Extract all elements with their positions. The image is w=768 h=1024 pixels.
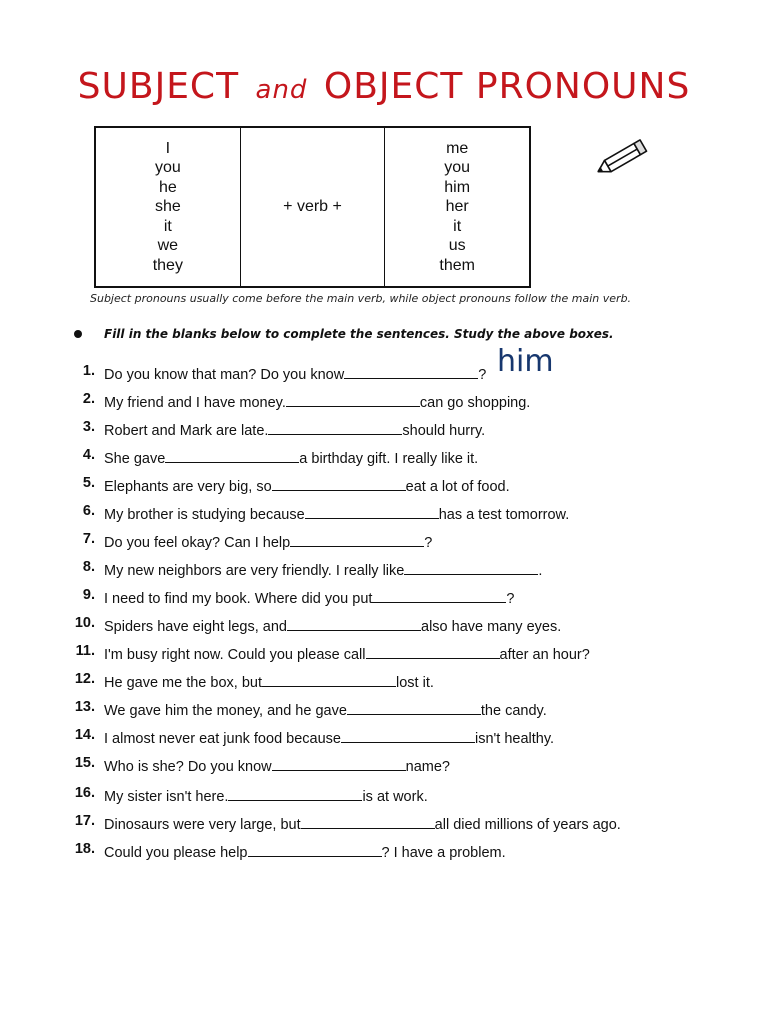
sentence-end: all died millions of years ago.: [434, 817, 621, 833]
exercise-item: [66, 475, 706, 499]
subject-pronoun: they: [152, 256, 183, 274]
sentence-start: I need to find my book. Where did you put: [104, 591, 373, 607]
sentence-start: He gave me the box, but: [104, 675, 262, 691]
pronoun-table: [94, 126, 531, 288]
sentence-end: ?: [478, 367, 487, 383]
object-pronoun: him: [444, 178, 471, 196]
object-pronoun: us: [448, 237, 466, 255]
instructions: Fill in the blanks below to complete the sentences. Study the above boxes.: [104, 327, 614, 341]
worksheet-title: [0, 66, 768, 107]
sentence-start: My friend and I have money.: [104, 395, 286, 411]
item-sentence: [104, 363, 486, 383]
verb-label: + verb +: [283, 198, 342, 216]
subject-pronouns-column: [96, 128, 240, 286]
answer-blank[interactable]: [272, 755, 406, 771]
subject-pronoun: we: [157, 237, 179, 255]
title-object-pronouns: OBJECT PRONOUNS: [323, 66, 691, 107]
answer-blank[interactable]: [287, 615, 421, 631]
exercise-item: [66, 587, 706, 611]
sentence-end: has a test tomorrow.: [438, 507, 570, 523]
sentence-start: Dinosaurs were very large, but: [104, 817, 301, 833]
item-number: 8.: [82, 559, 95, 575]
item-number: 2.: [82, 391, 95, 407]
sentence-start: Could you please help: [104, 845, 248, 861]
item-number: 17.: [74, 813, 95, 829]
subject-pronoun: it: [163, 217, 172, 235]
title-and: and: [255, 75, 308, 105]
sentence-start: Elephants are very big, so: [104, 479, 272, 495]
answer-blank[interactable]: [165, 447, 299, 463]
sentence-end: ? I have a problem.: [381, 845, 506, 861]
pencil-icon: [592, 136, 650, 182]
sentence-start: My sister isn't here.: [104, 789, 229, 805]
answer-blank[interactable]: [286, 391, 420, 407]
item-number: 14.: [74, 727, 95, 743]
sentence-end: name?: [405, 759, 450, 775]
item-number: 3.: [82, 419, 95, 435]
answer-blank[interactable]: [272, 475, 406, 491]
object-pronoun: her: [445, 198, 469, 216]
item-number: 9.: [82, 587, 95, 603]
sentence-start: Spiders have eight legs, and: [104, 619, 287, 635]
answer-blank[interactable]: [262, 671, 396, 687]
item-number: 4.: [82, 447, 95, 463]
sentence-end: ?: [424, 535, 433, 551]
answer-blank[interactable]: [366, 643, 500, 659]
subject-pronoun: I: [165, 139, 171, 157]
item-sentence: [104, 615, 561, 635]
object-pronoun: me: [446, 139, 469, 157]
sentence-end: ?: [506, 591, 515, 607]
exercise-item: [66, 419, 706, 443]
item-number: 11.: [75, 643, 95, 659]
exercise-item: [66, 813, 706, 837]
exercise-item: [66, 363, 706, 387]
answer-blank[interactable]: [268, 419, 402, 435]
object-pronoun: you: [444, 159, 471, 177]
object-pronoun: it: [453, 217, 462, 235]
bullet-icon: [74, 330, 82, 338]
answer-blank[interactable]: [290, 531, 424, 547]
item-sentence: [104, 475, 510, 495]
subject-pronoun: she: [154, 198, 181, 216]
answer-blank[interactable]: [305, 503, 439, 519]
answer-blank[interactable]: [344, 363, 478, 379]
item-sentence: [104, 727, 554, 747]
sentence-end: eat a lot of food.: [405, 479, 510, 495]
object-pronoun: them: [439, 256, 475, 274]
sentence-end: is at work.: [362, 789, 428, 805]
item-number: 13.: [74, 699, 95, 715]
exercise-item: [66, 391, 706, 415]
sentence-end: lost it.: [396, 675, 434, 691]
item-sentence: [104, 419, 485, 439]
item-sentence: [104, 559, 542, 579]
answer-blank[interactable]: [372, 587, 506, 603]
sentence-start: Robert and Mark are late.: [104, 423, 269, 439]
item-sentence: [104, 813, 621, 833]
item-sentence: [104, 643, 590, 663]
item-sentence: [104, 671, 434, 691]
item-number: 7.: [82, 531, 95, 547]
item-sentence: [104, 531, 432, 551]
sentence-start: We gave him the money, and he gave: [104, 703, 347, 719]
exercise-item: [66, 785, 706, 809]
object-pronouns-column: [384, 128, 529, 286]
sentence-start: I almost never eat junk food because: [104, 731, 341, 747]
sentence-start: Do you feel okay? Can I help: [104, 535, 291, 551]
sentence-start: Do you know that man? Do you know: [104, 367, 345, 383]
exercise-item: [66, 643, 706, 667]
exercise-item: [66, 699, 706, 723]
verb-column: [240, 128, 385, 286]
exercise-item: [66, 559, 706, 583]
sentence-start: I'm busy right now. Could you please call: [104, 647, 366, 663]
sentence-end: the candy.: [480, 703, 547, 719]
sentence-start: My new neighbors are very friendly. I really like: [104, 563, 405, 579]
exercise-item: [66, 755, 706, 779]
item-sentence: [104, 503, 569, 523]
exercise-item: [66, 727, 706, 751]
answer-blank[interactable]: [404, 559, 538, 575]
subject-pronoun: you: [154, 159, 181, 177]
item-sentence: [104, 447, 478, 467]
item-number: 10.: [74, 615, 95, 631]
exercise-item: [66, 503, 706, 527]
answer-blank[interactable]: [248, 841, 382, 857]
sentence-end: isn't healthy.: [474, 731, 555, 747]
handwritten-answer: him: [497, 344, 554, 379]
title-subject: SUBJECT: [77, 66, 240, 107]
sentence-end: can go shopping.: [419, 395, 531, 411]
answer-blank[interactable]: [347, 699, 481, 715]
answer-blank[interactable]: [228, 785, 362, 801]
sentence-start: My brother is studying because: [104, 507, 305, 523]
item-sentence: [104, 785, 428, 805]
item-sentence: [104, 699, 547, 719]
item-number: 16.: [74, 785, 95, 801]
sentence-end: .: [538, 563, 543, 579]
item-sentence: [104, 755, 450, 775]
item-number: 6.: [82, 503, 95, 519]
sentence-start: Who is she? Do you know: [104, 759, 272, 775]
item-number: 12.: [74, 671, 95, 687]
exercise-item: [66, 615, 706, 639]
item-sentence: [104, 391, 530, 411]
exercise-item: [66, 531, 706, 555]
item-number: 18.: [74, 841, 95, 857]
subject-pronoun: he: [158, 178, 177, 196]
exercise-item: [66, 841, 706, 865]
exercise-item: [66, 447, 706, 471]
item-number: 1.: [82, 363, 95, 379]
item-number: 5.: [82, 475, 95, 491]
item-sentence: [104, 587, 514, 607]
item-number: 15.: [74, 755, 95, 771]
answer-blank[interactable]: [301, 813, 435, 829]
sentence-end: after an hour?: [499, 647, 590, 663]
exercise-item: [66, 671, 706, 695]
sentence-end: also have many eyes.: [421, 619, 562, 635]
item-sentence: [104, 841, 506, 861]
sentence-end: should hurry.: [402, 423, 486, 439]
sentence-end: a birthday gift. I really like it.: [299, 451, 479, 467]
usage-note: Subject pronouns usually come before the main verb, while object pronouns follow the main verb.: [90, 292, 632, 305]
answer-blank[interactable]: [341, 727, 475, 743]
sentence-start: She gave: [104, 451, 166, 467]
